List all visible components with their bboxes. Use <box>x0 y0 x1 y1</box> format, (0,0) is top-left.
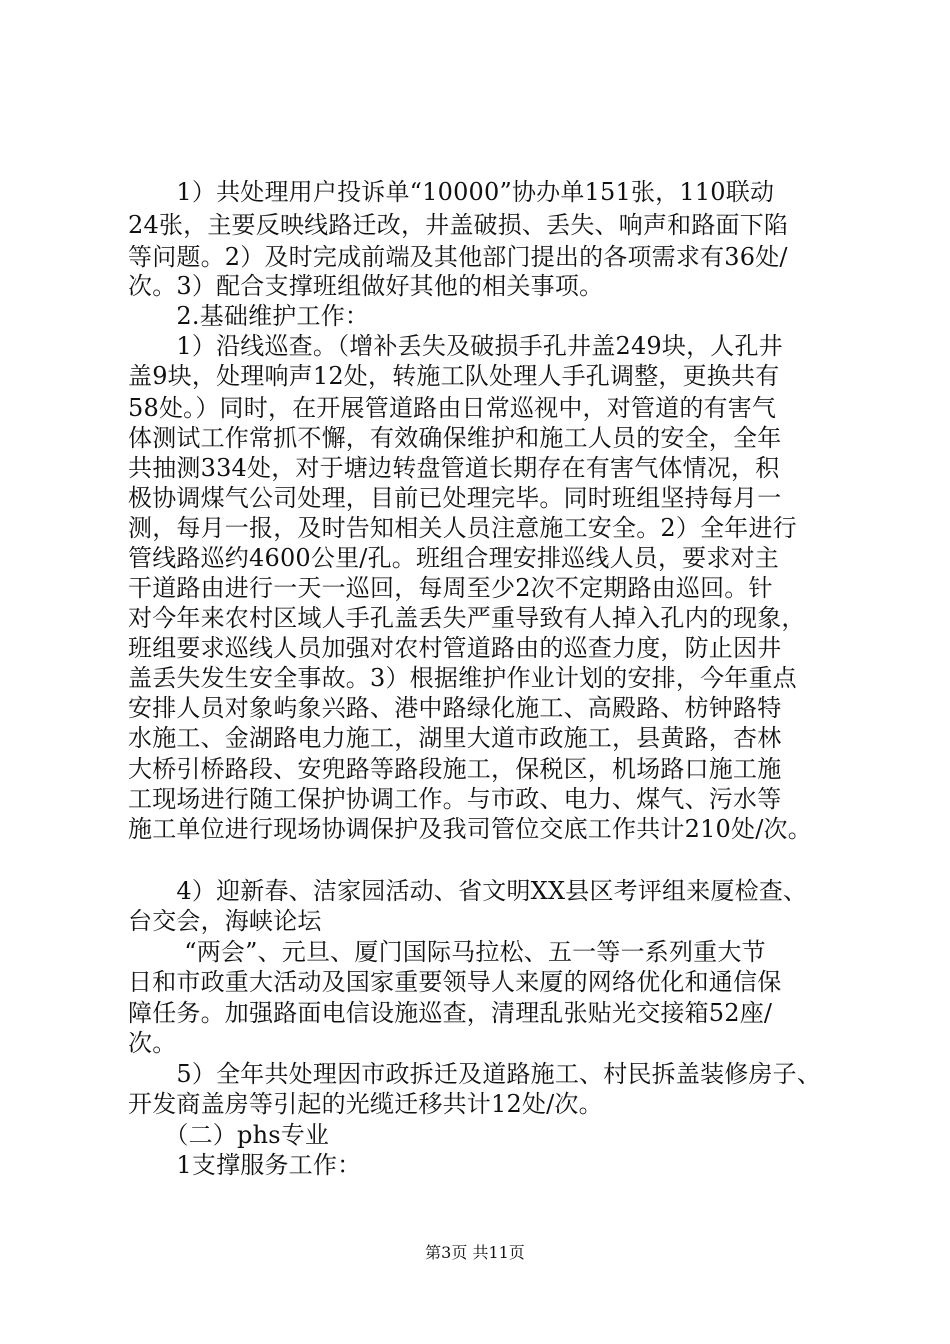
text-line: 1）共处理用户投诉单“10000”协办单151张，110联动 <box>128 178 775 206</box>
text-line: 障任务。加强路面电信设施巡查，清理乱张贴光交接箱52座/ <box>128 999 773 1027</box>
text-line: 施工单位进行现场协调保护及我司管位交底工作共计210处/次。 <box>128 815 812 843</box>
section-heading: （二）phs专业 <box>128 1121 330 1149</box>
text-line: 对今年来农村区域人手孔盖丢失严重导致有人掉入孔内的现象， <box>128 604 806 632</box>
text-line: 大桥引桥路段、安兜路等路段施工，保税区，机场路口施工施 <box>128 755 782 783</box>
text-line: 安排人员对象屿象兴路、港中路绿化施工、高殿路、枋钟路特 <box>128 694 782 722</box>
text-line: 次。3）配合支撑班组做好其他的相关事项。 <box>128 272 604 300</box>
text-line: 共抽测334处，对于塘边转盘管道长期存在有害气体情况，积 <box>128 454 780 482</box>
text-line: 开发商盖房等引起的光缆迁移共计12处/次。 <box>128 1090 603 1118</box>
section-heading: 1支撑服务工作： <box>128 1151 362 1179</box>
text-line: 测，每月一报，及时告知相关人员注意施工安全。2）全年进行 <box>128 514 797 542</box>
text-line: 日和市政重大活动及国家重要领导人来厦的网络优化和通信保 <box>128 968 782 996</box>
text-line: 水施工、金湖路电力施工，湖里大道市政施工，县黄路，杏林 <box>128 724 782 752</box>
text-line: 4）迎新春、洁家园活动、省文明XX县区考评组来厦检查、 <box>128 877 808 905</box>
text-line: 管线路巡约4600公里/孔。班组合理安排巡线人员，要求对主 <box>128 544 779 572</box>
page-number-footer: 第3页 共11页 <box>425 1243 525 1262</box>
text-line: 次。 <box>128 1029 177 1057</box>
text-line: 工现场进行随工保护协调工作。与市政、电力、煤气、污水等 <box>128 785 782 813</box>
text-line: 体测试工作常抓不懈，有效确保维护和施工人员的安全，全年 <box>128 424 782 452</box>
text-line: 58处。）同时，在开展管道路由日常巡视中，对管道的有害气 <box>128 394 777 422</box>
text-line: 5）全年共处理因市政拆迁及道路施工、村民拆盖装修房子、 <box>128 1060 822 1088</box>
text-line: “两会”、元旦、厦门国际马拉松、五一等一系列重大节 <box>128 938 766 966</box>
section-heading: 2.基础维护工作： <box>128 302 370 330</box>
text-line: 24张，主要反映线路迁改，井盖破损、丢失、响声和路面下陷 <box>128 211 789 239</box>
text-line: 1）沿线巡查。（增补丢失及破损手孔井盖249块，人孔井 <box>128 332 783 360</box>
text-line: 盖9块，处理响声12处，转施工队处理人手孔调整，更换共有 <box>128 362 780 390</box>
text-line: 盖丢失发生安全事故。3）根据维护作业计划的安排，今年重点 <box>128 664 797 692</box>
text-line: 干道路由进行一天一巡回，每周至少2次不定期路由巡回。针 <box>128 574 773 602</box>
text-line: 台交会，海峡论坛 <box>128 907 322 935</box>
text-line: 等问题。2）及时完成前端及其他部门提出的各项需求有36处/ <box>128 243 788 271</box>
text-line: 极协调煤气公司处理，目前已处理完毕。同时班组坚持每月一 <box>128 484 782 512</box>
text-line: 班组要求巡线人员加强对农村管道路由的巡查力度，防止因井 <box>128 634 782 662</box>
